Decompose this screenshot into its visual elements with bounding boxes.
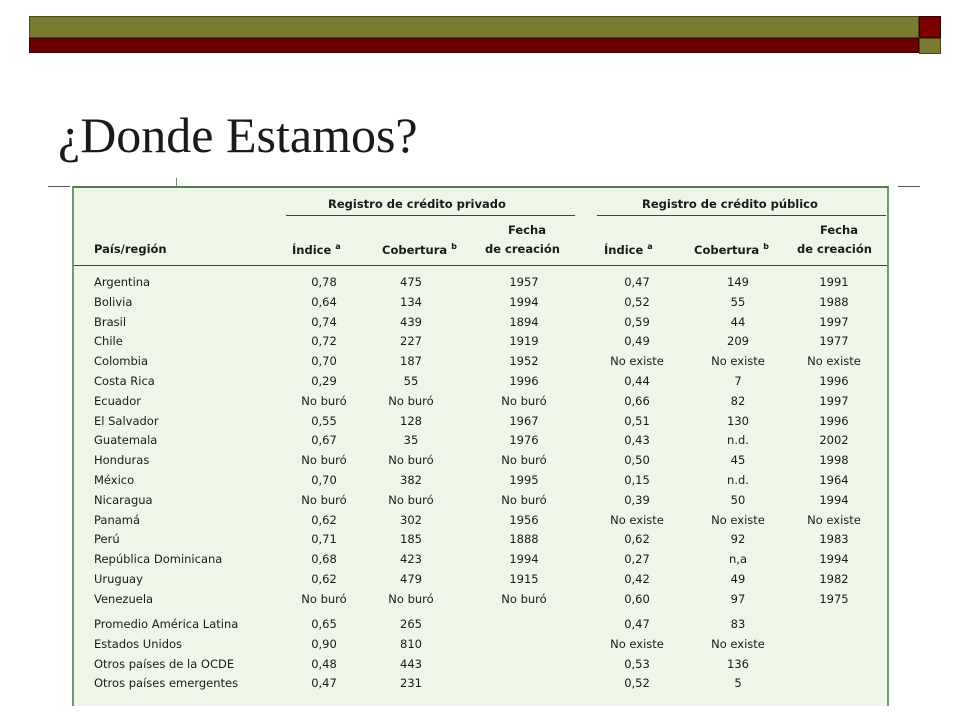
cell-private-index: 0,64 [311, 294, 337, 309]
cell-private-date: 1919 [509, 334, 539, 349]
cell-private-index: 0,62 [311, 572, 337, 586]
cell-public-index: 0,43 [624, 433, 650, 448]
cell-country: Nicaragua [94, 492, 153, 507]
cell-private-date: 1888 [509, 532, 539, 547]
cell-private-coverage: 185 [400, 532, 422, 547]
cell-private-date: 1995 [509, 473, 539, 487]
cell-public-date: 1988 [819, 294, 849, 309]
col-header-private-coverage: Cobertura $^b$ [382, 242, 457, 257]
cell-private-date: 1956 [509, 512, 539, 527]
cell-public-index: 0,42 [624, 572, 650, 586]
cell-public-coverage: n,a [729, 552, 747, 567]
cell-public-date: 1997 [819, 393, 849, 408]
cell-private-coverage: 302 [400, 512, 422, 527]
cell-public-date: 1994 [819, 492, 849, 507]
cell-public-coverage: 130 [727, 413, 749, 428]
cell-private-date: 1894 [509, 314, 539, 329]
group-rule-private [286, 215, 575, 216]
header-bar-maroon [29, 38, 919, 53]
cell-country: Uruguay [94, 572, 143, 586]
cell-private-index: 0,70 [311, 473, 337, 487]
cell-public-index: 0,53 [624, 656, 650, 671]
cell-public-coverage: 136 [727, 656, 749, 671]
cell-public-coverage: No existe [711, 636, 765, 651]
cell-public-index: 0,52 [624, 676, 650, 691]
cell-public-date: No existe [807, 512, 861, 527]
slide-header-bar [29, 16, 919, 54]
cell-private-coverage: 810 [400, 636, 422, 651]
cell-public-date: No existe [807, 354, 861, 369]
cell-public-index: 0,59 [624, 314, 650, 329]
cell-public-coverage: 149 [727, 275, 749, 289]
cell-private-index: 0,78 [311, 275, 337, 289]
cell-country: Otros países emergentes [94, 676, 239, 691]
col-header-public-coverage: Cobertura $^b$ [694, 242, 769, 257]
cell-private-date: 1952 [509, 354, 539, 369]
cell-country: Ecuador [94, 393, 141, 408]
cell-public-coverage: 5 [734, 676, 742, 691]
cell-public-date: 1997 [819, 314, 849, 329]
cell-public-index: No existe [610, 636, 664, 651]
cell-private-index: 0,29 [311, 374, 337, 388]
cell-private-index: 0,67 [311, 433, 337, 448]
cell-private-index: No buró [301, 453, 347, 468]
cell-country: Venezuela [94, 591, 154, 606]
cell-private-coverage: 475 [400, 275, 422, 289]
header-rule [74, 265, 887, 266]
cell-private-index: 0,90 [311, 636, 337, 651]
cell-public-coverage: 209 [727, 334, 749, 349]
cell-private-index: 0,68 [311, 552, 337, 567]
slide-title: ¿Donde Estamos? [58, 107, 418, 163]
cell-private-index: No buró [301, 492, 347, 507]
cell-public-index: No existe [610, 354, 664, 369]
cell-private-coverage: 128 [400, 413, 422, 428]
cell-public-coverage: 49 [730, 572, 746, 586]
cell-private-coverage: No buró [388, 492, 434, 507]
cell-country: Panamá [94, 512, 141, 527]
group-header-public: Registro de crédito público [642, 197, 818, 211]
cell-public-date: 1998 [819, 453, 849, 468]
cell-private-coverage: 134 [400, 294, 422, 309]
header-bar-olive [29, 16, 919, 38]
cell-public-index: No existe [610, 512, 664, 527]
col-header-public-index: Índice $^a$ [604, 242, 653, 257]
cell-public-date: 2002 [819, 433, 849, 448]
col-header-private-index: Índice $^a$ [292, 242, 341, 257]
cell-private-date: 1967 [509, 413, 539, 428]
col-header-country: País/región [94, 242, 167, 256]
credit-registry-table [72, 186, 889, 706]
cell-country: Costa Rica [94, 374, 155, 388]
header-corner-square-olive [919, 38, 941, 54]
cell-private-coverage: No buró [388, 393, 434, 408]
cell-public-coverage: n.d. [727, 473, 749, 487]
cell-country: Bolivia [94, 294, 133, 309]
cell-public-index: 0,47 [624, 617, 650, 631]
cell-country: Honduras [94, 453, 150, 468]
cell-public-coverage: 82 [730, 393, 746, 408]
cell-country: Guatemala [94, 433, 158, 448]
cell-public-coverage: No existe [711, 354, 765, 369]
cell-public-date: 1994 [819, 552, 849, 567]
cell-public-date: 1996 [819, 374, 849, 388]
cell-public-index: 0,51 [624, 413, 650, 428]
cell-private-date: 1915 [509, 572, 539, 586]
cell-country: Promedio América Latina [94, 617, 239, 631]
cell-private-date: 1957 [509, 275, 539, 289]
cell-private-coverage: 227 [400, 334, 422, 349]
cell-private-index: No buró [301, 393, 347, 408]
cell-public-coverage: 7 [734, 374, 742, 388]
cell-private-coverage: 423 [400, 552, 422, 567]
cell-private-index: 0,72 [311, 334, 337, 349]
cell-public-date: 1991 [819, 275, 849, 289]
cell-public-index: 0,47 [624, 275, 650, 289]
cell-public-index: 0,49 [624, 334, 650, 349]
cell-public-coverage: n.d. [727, 433, 749, 448]
col-header-private-date-2: de creación [485, 242, 560, 256]
cell-public-coverage: 45 [730, 453, 746, 468]
cell-country: Argentina [94, 275, 151, 289]
cell-private-coverage: No buró [388, 453, 434, 468]
cell-country: Brasil [94, 314, 127, 329]
cell-public-date: 1977 [819, 334, 849, 349]
cell-private-coverage: 187 [400, 354, 422, 369]
cell-public-coverage: 44 [730, 314, 746, 329]
title-rule-right [898, 186, 920, 187]
cell-country: México [94, 473, 135, 487]
cell-private-index: 0,65 [311, 617, 337, 631]
col-header-public-date-1: Fecha [820, 223, 858, 237]
cell-public-date: 1983 [819, 532, 849, 547]
cell-private-index: No buró [301, 591, 347, 606]
cell-country: Perú [94, 532, 120, 547]
cell-public-coverage: 55 [730, 294, 746, 309]
cell-private-index: 0,55 [311, 413, 337, 428]
cell-private-date: No buró [501, 492, 547, 507]
col-header-private-date-1: Fecha [508, 223, 546, 237]
cell-private-date: 1996 [509, 374, 539, 388]
header-corner-square-red [919, 16, 941, 38]
cell-public-index: 0,39 [624, 492, 650, 507]
cell-country: Colombia [94, 354, 149, 369]
cell-public-coverage: 97 [730, 591, 746, 606]
cell-public-index: 0,27 [624, 552, 650, 567]
cell-public-date: 1996 [819, 413, 849, 428]
cell-public-date: 1982 [819, 572, 849, 586]
cell-private-date: 1994 [509, 294, 539, 309]
cell-country: Estados Unidos [94, 636, 183, 651]
cell-private-index: 0,70 [311, 354, 337, 369]
cell-public-coverage: 83 [730, 617, 746, 631]
cell-private-date: No buró [501, 591, 547, 606]
cell-private-coverage: 55 [403, 374, 419, 388]
group-header-private: Registro de crédito privado [328, 197, 506, 211]
cell-public-index: 0,50 [624, 453, 650, 468]
cell-private-date: No buró [501, 393, 547, 408]
cell-private-coverage: No buró [388, 591, 434, 606]
cell-private-date: 1994 [509, 552, 539, 567]
cell-public-index: 0,44 [624, 374, 650, 388]
cell-country: República Dominicana [94, 552, 223, 567]
col-header-public-date-2: de creación [797, 242, 872, 256]
cell-private-coverage: 231 [400, 676, 422, 691]
cell-country: Chile [94, 334, 123, 349]
group-rule-public [597, 215, 886, 216]
cell-private-date: 1976 [509, 433, 539, 448]
cell-public-index: 0,66 [624, 393, 650, 408]
cell-private-coverage: 382 [400, 473, 422, 487]
cell-public-coverage: 50 [730, 492, 746, 507]
cell-private-index: 0,62 [311, 512, 337, 527]
cell-private-date: No buró [501, 453, 547, 468]
cell-private-coverage: 265 [400, 617, 422, 631]
cell-private-coverage: 439 [400, 314, 422, 329]
cell-public-index: 0,60 [624, 591, 650, 606]
cell-private-index: 0,48 [311, 656, 337, 671]
cell-country: Otros países de la OCDE [94, 656, 235, 671]
cell-public-index: 0,52 [624, 294, 650, 309]
cell-private-index: 0,74 [311, 314, 337, 329]
cell-private-index: 0,71 [311, 532, 337, 547]
cell-public-coverage: 92 [730, 532, 746, 547]
cell-private-index: 0,47 [311, 676, 337, 691]
cell-public-index: 0,15 [624, 473, 650, 487]
title-rule-left [48, 186, 70, 187]
cell-country: El Salvador [94, 413, 159, 428]
cell-public-date: 1964 [819, 473, 849, 487]
cell-public-coverage: No existe [711, 512, 765, 527]
cell-private-coverage: 443 [400, 656, 422, 671]
cell-public-index: 0,62 [624, 532, 650, 547]
cell-private-coverage: 35 [403, 433, 419, 448]
cell-public-date: 1975 [819, 591, 849, 606]
cell-private-coverage: 479 [400, 572, 422, 586]
